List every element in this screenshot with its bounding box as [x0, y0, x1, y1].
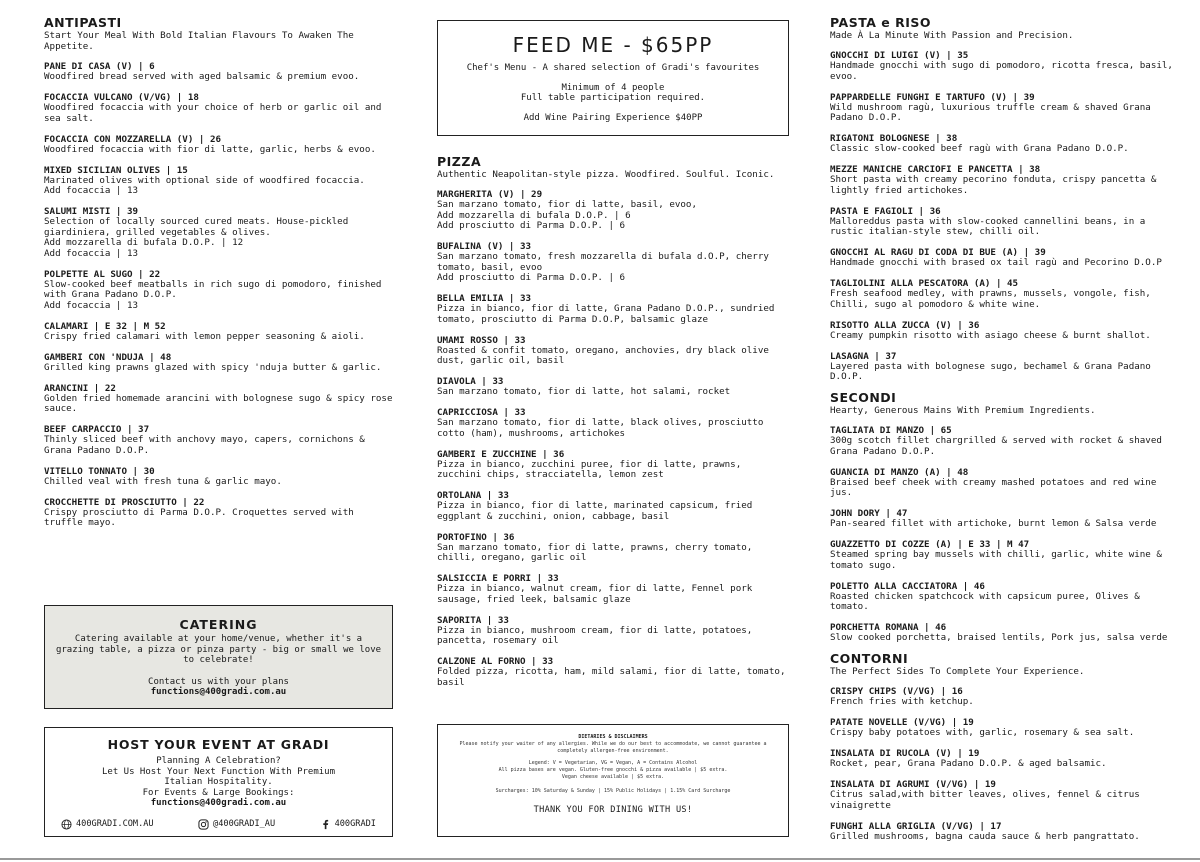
menu-item — [437, 407, 789, 439]
secondi-list — [830, 425, 1182, 644]
menu-item — [830, 622, 1182, 644]
menu-item-addon: Add focaccia | 13 — [44, 185, 139, 196]
menu-item — [44, 352, 396, 374]
catering-contact: Contact us with your plans — [148, 676, 289, 687]
menu-item-name: BELLA EMILIA | 33 — [437, 293, 532, 304]
menu-item-description: Pizza in bianco, fior di latte, marinated capsicum, fried eggplant & zucchini, onion, cabbage, basil — [437, 500, 753, 522]
globe-icon — [61, 819, 72, 830]
facebook-link[interactable] — [320, 819, 376, 830]
menu-item — [44, 383, 396, 415]
menu-item-name: GUAZZETTO DI COZZE (A) | E 33 | M 47 — [830, 539, 1030, 550]
menu-item-name: MEZZE MANICHE CARCIOFI E PANCETTA | 38 — [830, 164, 1041, 175]
menu-item-description: Golden fried homemade arancini with bolognese sugo & spicy rose sauce. — [44, 392, 393, 414]
website-link[interactable] — [61, 819, 154, 830]
menu-item-name: PAPPARDELLE FUNGHI E TARTUFO (V) | 39 — [830, 91, 1035, 103]
menu-item-description: Creamy pumpkin risotto with asiago cheese & burnt shallot. — [830, 329, 1151, 341]
pizza-column — [437, 155, 789, 698]
menu-item-name: SAPORITA | 33 — [437, 614, 509, 626]
menu-item-description: Rocket, pear, Grana Padano D.O.P. & aged balsamic. — [830, 758, 1107, 769]
host-title: HOST YOUR EVENT AT GRADI — [107, 737, 330, 752]
dietaries-legend: Legend: V = Vegetarian, VG = Vegan, A = Contains Alcohol — [528, 760, 698, 766]
menu-item-description: Pizza in bianco, walnut cream, fior di latte, Fennel pork sausage, fried leek, balsamic glaze — [437, 583, 753, 605]
menu-item — [830, 320, 1182, 342]
menu-item-name: INSALATA DI RUCOLA (V) | 19 — [830, 748, 980, 759]
menu-item-description: Crispy prosciutto di Parma D.O.P. Croquettes served with truffle mayo. — [44, 506, 354, 528]
menu-item — [437, 449, 789, 481]
menu-item-addon: Add prosciutto di Parma D.O.P. | 6 — [437, 220, 626, 231]
menu-item-name: GAMBERI E ZUCCHINE | 36 — [437, 448, 565, 460]
menu-item-description: Pizza in bianco, mushroom cream, fior di latte, potatoes, pancetta, rosemary oil — [437, 624, 753, 646]
feed-line3: Full table participation required. — [520, 93, 706, 103]
host-line3: For Events & Large Bookings: — [142, 787, 295, 798]
menu-item — [44, 321, 396, 343]
pizza-subtitle: Authentic Neapolitan-style pizza. Woodfired. Soulful. Iconic. — [437, 169, 775, 180]
menu-item-name: VITELLO TONNATO | 30 — [44, 465, 155, 477]
menu-item — [830, 508, 1182, 530]
menu-item-name: MARGHERITA (V) | 29 — [437, 189, 543, 200]
menu-item-description: Chilled veal with fresh tuna & garlic mayo. — [44, 475, 282, 487]
menu-item-name: SALSICCIA E PORRI | 33 — [437, 573, 559, 584]
catering-email[interactable]: functions@400gradi.com.au — [150, 687, 287, 697]
menu-item — [830, 351, 1182, 383]
host-line1: Planning A Celebration? — [156, 756, 281, 766]
host-event-box — [44, 727, 393, 837]
menu-item-description: Slow cooked porchetta, braised lentils, Pork jus, salsa verde — [830, 632, 1168, 643]
menu-item-description: Wild mushroom ragù, luxurious truffle cream & shaved Grana Padano D.O.P. — [830, 101, 1151, 123]
menu-item — [830, 581, 1182, 613]
menu-item-name: FOCACCIA CON MOZZARELLA (V) | 26 — [44, 133, 222, 145]
menu-item-name: BUFALINA (V) | 33 — [437, 241, 532, 252]
facebook-icon — [320, 819, 331, 830]
menu-item-name: FOCACCIA VULCANO (V/VG) | 18 — [44, 92, 199, 103]
menu-item-name: CALAMARI | E 32 | M 52 — [44, 320, 166, 332]
menu-item-name: PASTA E FAGIOLI | 36 — [830, 205, 941, 217]
menu-item-name: ORTOLANA | 33 — [437, 490, 509, 501]
menu-item-name: PORTOFINO | 36 — [437, 531, 515, 543]
menu-item — [830, 425, 1182, 457]
menu-item-name: POLPETTE AL SUGO | 22 — [44, 268, 161, 280]
menu-item-addon: Add prosciutto di Parma D.O.P. | 6 — [437, 272, 626, 283]
contorni-title: CONTORNI — [830, 651, 909, 666]
menu-item — [830, 247, 1182, 269]
menu-item — [830, 779, 1182, 811]
menu-item-name: LASAGNA | 37 — [830, 350, 897, 362]
menu-item — [437, 615, 789, 647]
bottom-rule — [0, 858, 1200, 860]
menu-item-name: GAMBERI CON 'NDUJA | 48 — [44, 351, 172, 363]
menu-item-name: BEEF CARPACCIO | 37 — [44, 424, 150, 435]
social-row — [45, 819, 392, 830]
facebook-text: 400GRADI — [334, 819, 376, 829]
menu-item-description: San marzano tomato, fior di latte, black olives, prosciutto cotto (ham), mushrooms, artichokes — [437, 417, 764, 439]
feed-me-title: FEED ME - $65PP — [512, 33, 714, 57]
instagram-text: @400GRADI_AU — [213, 819, 276, 829]
feed-line4: Add Wine Pairing Experience $40PP — [523, 112, 703, 123]
menu-item-name: GNOCCHI DI LUIGI (V) | 35 — [830, 50, 969, 61]
menu-item — [437, 376, 789, 398]
antipasti-subtitle: Start Your Meal With Bold Italian Flavours To Awaken The Appetite. — [44, 30, 354, 52]
pasta-list — [830, 50, 1182, 383]
menu-item-description: Handmade gnocchi with brased ox tail ragù and Pecorino D.O.P — [830, 257, 1162, 268]
menu-item — [44, 165, 396, 197]
menu-item — [830, 92, 1182, 124]
antipasti-column — [44, 16, 396, 538]
menu-item-description: Folded pizza, ricotta, ham, mild salami, fior di latte, tomato, basil — [437, 666, 786, 688]
menu-item-description: Short pasta with creamy pecorino fonduta, crispy pancetta & lightly fried artichokes. — [830, 174, 1157, 196]
menu-item-description: San marzano tomato, fresh mozzarella di bufala d.O.P, cherry tomato, basil, evoo — [437, 251, 769, 273]
feed-me-box — [437, 20, 789, 136]
menu-item — [44, 466, 396, 488]
menu-item-name: SALUMI MISTI | 39 — [44, 206, 139, 217]
menu-item — [44, 424, 396, 456]
menu-item-description: Slow-cooked beef meatballs in rich sugo di pomodoro, finished with Grana Padano D.O.P. — [44, 278, 382, 300]
menu-item — [44, 206, 396, 259]
menu-item — [437, 573, 789, 605]
menu-item-description: Grilled king prawns glazed with spicy 'nduja butter & garlic. — [44, 361, 382, 373]
pasta-title: PASTA e RISO — [830, 15, 932, 30]
catering-box — [44, 605, 393, 709]
menu-item-description: Roasted chicken spatchcock with capsicum puree, Olives & tomato. — [830, 590, 1140, 612]
menu-item-description: Grilled mushrooms, bagna cauda sauce & herb pangrattato. — [830, 830, 1140, 842]
menu-item — [830, 206, 1182, 238]
secondi-subtitle: Hearty, Generous Mains With Premium Ingredients. — [830, 405, 1096, 416]
menu-item — [437, 532, 789, 564]
menu-item-name: UMAMI ROSSO | 33 — [437, 334, 526, 346]
menu-item-name: DIAVOLA | 33 — [437, 376, 504, 387]
menu-item-name: RISOTTO ALLA ZUCCA (V) | 36 — [830, 319, 980, 331]
menu-item — [830, 164, 1182, 196]
menu-item-name: RIGATONI BOLOGNESE | 38 — [830, 133, 958, 144]
menu-item — [437, 189, 789, 232]
menu-item-description: Pizza in bianco, fior di latte, Grana Padano D.O.P., sundried tomato, prosciutto di Parma D.O.P, balsamic glaze — [437, 303, 775, 325]
menu-item-name: CROCCHETTE DI PROSCIUTTO | 22 — [44, 496, 205, 508]
catering-title: CATERING — [179, 617, 258, 632]
menu-item-name: ARANCINI | 22 — [44, 382, 116, 394]
menu-item — [830, 50, 1182, 82]
menu-item-description: Citrus salad,with bitter leaves, olives, fennel & citrus vinaigrette — [830, 789, 1140, 811]
dietaries-surcharges: Surcharges: 10% Saturday & Sunday | 15% Public Holidays | 1.15% Card Surcharge — [495, 788, 731, 794]
pasta-column — [830, 16, 1182, 852]
menu-item-description: Marinated olives with optional side of woodfired focaccia. — [44, 174, 365, 186]
dietaries-body: Please notify your waiter of any allergies. While we do our best to accommodate, we cannot guarantee a completely allergen-free environment. — [459, 741, 767, 754]
menu-item — [830, 539, 1182, 571]
menu-item-description: Classic slow-cooked beef ragù with Grana Padano D.O.P. — [830, 143, 1129, 154]
antipasti-list — [44, 61, 396, 529]
menu-item-description: Layered pasta with bolognese sugo, bechamel & Grana Padano D.O.P. — [830, 360, 1151, 382]
menu-item-name: GUANCIA DI MANZO (A) | 48 — [830, 466, 969, 478]
menu-item-description: Thinly sliced beef with anchovy mayo, capers, cornichons & Grana Padano D.O.P. — [44, 434, 365, 456]
pizza-list — [437, 189, 789, 688]
menu-item-name: PATATE NOVELLE (V/VG) | 19 — [830, 717, 974, 728]
menu-item-description: Woodfired focaccia with your choice of herb or garlic oil and sea salt. — [44, 102, 382, 124]
contorni-list — [830, 686, 1182, 842]
menu-item-name: GNOCCHI AL RAGU DI CODA DI BUE (A) | 39 — [830, 247, 1046, 258]
contorni-subtitle: The Perfect Sides To Complete Your Experience. — [830, 666, 1085, 677]
menu-item-name: TAGLIATA DI MANZO | 65 — [830, 425, 952, 436]
menu-item — [44, 92, 396, 124]
menu-item-description: Crispy baby potatoes with, garlic, rosemary & sea salt. — [830, 727, 1135, 738]
host-line2: Let Us Host Your Next Function With Premium Italian Hospitality. — [102, 766, 335, 787]
menu-item-description: Handmade gnocchi with sugo di pomodoro, ricotta fresca, basil, evoo. — [830, 60, 1173, 82]
dietaries-box — [437, 724, 789, 837]
menu-item-name: JOHN DORY | 47 — [830, 508, 908, 519]
menu-item-description: Malloreddus pasta with slow-cooked cannellini beans, in a rustic italian-style stew, chilli oil. — [830, 215, 1146, 237]
menu-item — [437, 656, 789, 688]
menu-item-name: PANE DI CASA (V) | 6 — [44, 61, 155, 72]
menu-item-name: INSALATA DI AGRUMI (V/VG) | 19 — [830, 779, 996, 790]
menu-item-description: Braised beef cheek with creamy mashed potatoes and red wine jus. — [830, 476, 1157, 498]
antipasti-title: ANTIPASTI — [44, 15, 122, 30]
menu-item-description: Selection of locally sourced cured meats. House-pickled giardiniera, grilled vegetables & olives. — [44, 216, 349, 238]
menu-item-name: POLETTO ALLA CACCIATORA | 46 — [830, 580, 985, 592]
secondi-title: SECONDI — [830, 390, 897, 405]
menu-item — [44, 269, 396, 312]
instagram-icon — [198, 819, 209, 830]
catering-body: Catering available at your home/venue, whether it's a grazing table, a pizza or pinza party - big or small we love to celebrate! — [55, 634, 382, 665]
menu-item — [830, 717, 1182, 739]
instagram-link[interactable] — [198, 819, 275, 830]
dietaries-vegan: Vegan cheese available | $5 extra. — [561, 774, 665, 780]
menu-item — [437, 490, 789, 522]
menu-item — [437, 335, 789, 367]
dietaries-title: DIETARIES & DISCLAIMERS — [578, 734, 648, 740]
menu-item — [830, 686, 1182, 708]
menu-item-name: CRISPY CHIPS (V/VG) | 16 — [830, 686, 963, 697]
menu-item-description: San marzano tomato, fior di latte, prawns, cherry tomato, chilli, oregano, garlic oil — [437, 541, 753, 563]
menu-item — [44, 497, 396, 529]
dietaries-gluten: All pizza bases are vegan. Gluten-free gnocchi & pizza available | $5 extra. — [498, 767, 728, 773]
menu-item — [830, 467, 1182, 499]
menu-item-name: PORCHETTA ROMANA | 46 — [830, 622, 947, 633]
menu-item-name: FUNGHI ALLA GRIGLIA (V/VG) | 17 — [830, 820, 1002, 832]
menu-item-addon: Add mozzarella di bufala D.O.P. | 6 — [437, 209, 631, 221]
menu-item-addon: Add focaccia | 13 — [44, 299, 139, 311]
menu-item-description: Roasted & confit tomato, oregano, anchovies, dry black olive dust, garlic oil, basil — [437, 344, 769, 366]
menu-item-description: 300g scotch fillet chargrilled & served with rocket & shaved Grana Padano D.O.P. — [830, 435, 1162, 457]
pasta-subtitle: Made À La Minute With Passion and Precision. — [830, 30, 1074, 41]
menu-item-name: CALZONE AL FORNO | 33 — [437, 656, 554, 667]
menu-item — [830, 133, 1182, 155]
menu-item-addon: Add focaccia | 13 — [44, 247, 139, 259]
menu-item-description: Fresh seafood medley, with prawns, mussels, vongole, fish, Chilli, sugo al pomodoro & white wine. — [830, 288, 1151, 310]
menu-item-description: Pizza in bianco, zucchini puree, fior di latte, prawns, zucchini chips, stracciatella, lemon zest — [437, 458, 742, 480]
feed-line2: Minimum of 4 people — [561, 82, 665, 93]
menu-item — [830, 821, 1182, 843]
menu-item-name: CAPRICCIOSA | 33 — [437, 407, 526, 418]
menu-item — [437, 241, 789, 284]
menu-item — [44, 61, 396, 83]
menu-item-description: Steamed spring bay mussels with chilli, garlic, white wine & tomato sugo. — [830, 549, 1162, 571]
menu-item — [437, 293, 789, 325]
menu-item-description: Crispy fried calamari with lemon pepper seasoning & aioli. — [44, 330, 365, 342]
website-text: 400GRADI.COM.AU — [76, 819, 154, 829]
menu-item-name: TAGLIOLINI ALLA PESCATORA (A) | 45 — [830, 278, 1019, 289]
menu-item-description: French fries with ketchup. — [830, 696, 974, 707]
menu-item-name: MIXED SICILIAN OLIVES | 15 — [44, 164, 188, 176]
menu-item-description: San marzano tomato, fior di latte, basil, evoo, — [437, 199, 697, 210]
pizza-title: PIZZA — [437, 154, 482, 169]
menu-item-addon: Add mozzarella di bufala D.O.P. | 12 — [44, 237, 244, 248]
menu-item — [830, 748, 1182, 770]
menu-item-description: Pan-seared fillet with artichoke, burnt lemon & Salsa verde — [830, 518, 1157, 529]
menu-item — [830, 278, 1182, 310]
host-email[interactable]: functions@400gradi.com.au — [150, 798, 287, 808]
menu-item — [44, 134, 396, 156]
menu-item-description: San marzano tomato, fior di latte, hot salami, rocket — [437, 386, 731, 397]
feed-line1: Chef's Menu - A shared selection of Gradi's favourites — [466, 63, 760, 73]
menu-item-description: Woodfired focaccia with fior di latte, garlic, herbs & evoo. — [44, 143, 376, 155]
menu-item-description: Woodfired bread served with aged balsamic & premium evoo. — [44, 71, 360, 82]
thank-you-text: THANK YOU FOR DINING WITH US! — [533, 805, 693, 815]
